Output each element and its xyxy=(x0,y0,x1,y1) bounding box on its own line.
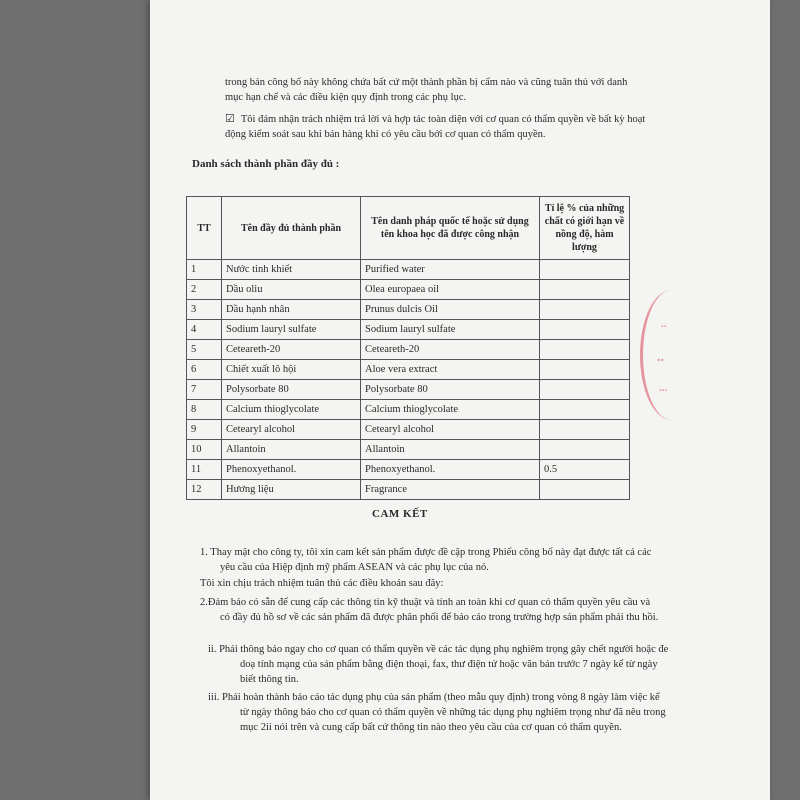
cell-inci-name: Cetearyl alcohol xyxy=(361,420,540,440)
stamp-mark: ... xyxy=(659,382,668,394)
cell-tt: 7 xyxy=(187,380,222,400)
cell-inci-name: Sodium lauryl sulfate xyxy=(361,320,540,340)
cell-percentage xyxy=(540,480,630,500)
table-row xyxy=(187,280,630,300)
cell-percentage xyxy=(540,360,630,380)
table-row xyxy=(187,460,630,480)
ingredient-list-title: Danh sách thành phần đầy đủ : xyxy=(192,158,340,170)
responsibility-statement: Tôi xin chịu trách nhiệm tuân thủ các điều khoản sau đây: xyxy=(200,578,444,589)
cell-tt: 1 xyxy=(187,260,222,280)
cell-inci-name: Fragrance xyxy=(361,480,540,500)
cell-inci-name: Polysorbate 80 xyxy=(361,380,540,400)
cell-tt: 4 xyxy=(187,320,222,340)
cell-full-name: Nước tinh khiết xyxy=(222,260,361,280)
cell-full-name: Hương liệu xyxy=(222,480,361,500)
cell-full-name: Sodium lauryl sulfate xyxy=(222,320,361,340)
cell-full-name: Phenoxyethanol. xyxy=(222,460,361,480)
cell-full-name: Dầu hạnh nhân xyxy=(222,300,361,320)
table-row xyxy=(187,420,630,440)
table-row xyxy=(187,480,630,500)
cell-tt: 8 xyxy=(187,400,222,420)
stamp-mark: .. xyxy=(657,350,664,365)
cell-full-name: Polysorbate 80 xyxy=(222,380,361,400)
cell-tt: 5 xyxy=(187,340,222,360)
cell-inci-name: Ceteareth-20 xyxy=(361,340,540,360)
cell-tt: 10 xyxy=(187,440,222,460)
cell-percentage xyxy=(540,280,630,300)
table-row xyxy=(187,340,630,360)
table-header-row xyxy=(187,197,630,260)
cell-tt: 9 xyxy=(187,420,222,440)
cell-tt: 6 xyxy=(187,360,222,380)
stamp-mark: .. xyxy=(661,318,667,330)
table-row xyxy=(187,360,630,380)
commitment-item-ii: ii. Phải thông báo ngay cho cơ quan có thẩm quyền về các tác dụng phụ nghiêm trọng gây chết người hoặc đe doạ tính mạng của sản phẩm bằng điện thoại, fax, thư điện tử hoặc văn bản trước 7 ngày kể từ ngày biết thông tin. xyxy=(208,644,669,685)
table-row xyxy=(187,320,630,340)
intro-paragraph: trong bản công bố này không chứa bất cứ một thành phần bị cấm nào và cũng tuân thủ với danh mục hạn chế và các điều kiện quy định trong các phụ lục. xyxy=(225,77,628,103)
responsibility-checkbox-item xyxy=(225,112,655,142)
commitment-item-1: 1. Thay mặt cho công ty, tôi xin cam kết sản phẩm được đề cập trong Phiếu công bố này đạt được tất cả các yêu cầu của Hiệp định mỹ phẩm ASEAN và các phụ lục của nó. xyxy=(200,547,652,573)
commitment-item-iii: iii. Phải hoàn thành báo cáo tác dụng phụ của sản phẩm (theo mẫu quy định) trong vòng 8 ngày làm việc kể từ ngày thông báo cho cơ quan có thẩm quyền về những tác dụng phụ nghiêm trọng như đã nêu trong mục 2ii nói trên và cung cấp bất cứ thông tin nào theo yêu cầu của cơ quan có thẩm quyền. xyxy=(208,692,666,733)
cell-inci-name: Purified water xyxy=(361,260,540,280)
red-seal-stamp xyxy=(640,290,703,420)
header-full-name: Tên đầy đủ thành phần xyxy=(222,197,361,260)
cell-tt: 11 xyxy=(187,460,222,480)
cell-percentage xyxy=(540,440,630,460)
cell-percentage xyxy=(540,420,630,440)
checkbox-text: Tôi đảm nhận trách nhiệm trả lời và hợp tác toàn diện với cơ quan có thẩm quyền về bất kỳ hoạt động kiểm soát sau khi bán hàng khi có yêu cầu bởi cơ quan có thẩm quyền. xyxy=(225,114,646,140)
commitment-item-2: 2.Đảm bảo có sẵn để cung cấp các thông tin kỹ thuật và tính an toàn khi cơ quan có thẩm quyền yêu cầu và có đầy đủ hồ sơ về các sản phẩm đã được phân phối để báo cáo trong trường hợp sản phẩm phải thu hồi. xyxy=(200,597,659,623)
table-row xyxy=(187,440,630,460)
table-row xyxy=(187,300,630,320)
cell-tt: 12 xyxy=(187,480,222,500)
cell-inci-name: Allantoin xyxy=(361,440,540,460)
cell-inci-name: Calcium thioglycolate xyxy=(361,400,540,420)
header-percentage: Tỉ lệ % của những chất có giới hạn về nồng độ, hàm lượng xyxy=(540,197,630,260)
table-row xyxy=(187,400,630,420)
cell-percentage xyxy=(540,400,630,420)
table-row xyxy=(187,260,630,280)
cell-inci-name: Prunus dulcis Oil xyxy=(361,300,540,320)
cell-full-name: Ceteareth-20 xyxy=(222,340,361,360)
table-row xyxy=(187,380,630,400)
cell-inci-name: Aloe vera extract xyxy=(361,360,540,380)
ingredient-table xyxy=(186,196,630,500)
cell-tt: 3 xyxy=(187,300,222,320)
cell-inci-name: Olea europaea oil xyxy=(361,280,540,300)
cell-full-name: Allantoin xyxy=(222,440,361,460)
cell-full-name: Chiết xuất lô hội xyxy=(222,360,361,380)
cell-percentage xyxy=(540,300,630,320)
ingredient-table-body xyxy=(187,260,630,500)
header-tt: TT xyxy=(187,197,222,260)
cell-tt: 2 xyxy=(187,280,222,300)
cell-full-name: Dầu oliu xyxy=(222,280,361,300)
checked-box-icon: ☑ xyxy=(225,113,235,125)
cell-percentage xyxy=(540,260,630,280)
cell-percentage xyxy=(540,380,630,400)
header-inci-name: Tên danh pháp quốc tế hoặc sử dụng tên khoa học đã được công nhận xyxy=(361,197,540,260)
cell-full-name: Calcium thioglycolate xyxy=(222,400,361,420)
cell-percentage: 0.5 xyxy=(540,460,630,480)
cell-percentage xyxy=(540,320,630,340)
cell-percentage xyxy=(540,340,630,360)
cell-full-name: Cetearyl alcohol xyxy=(222,420,361,440)
cell-inci-name: Phenoxyethanol. xyxy=(361,460,540,480)
commitment-title: CAM KẾT xyxy=(372,508,428,520)
